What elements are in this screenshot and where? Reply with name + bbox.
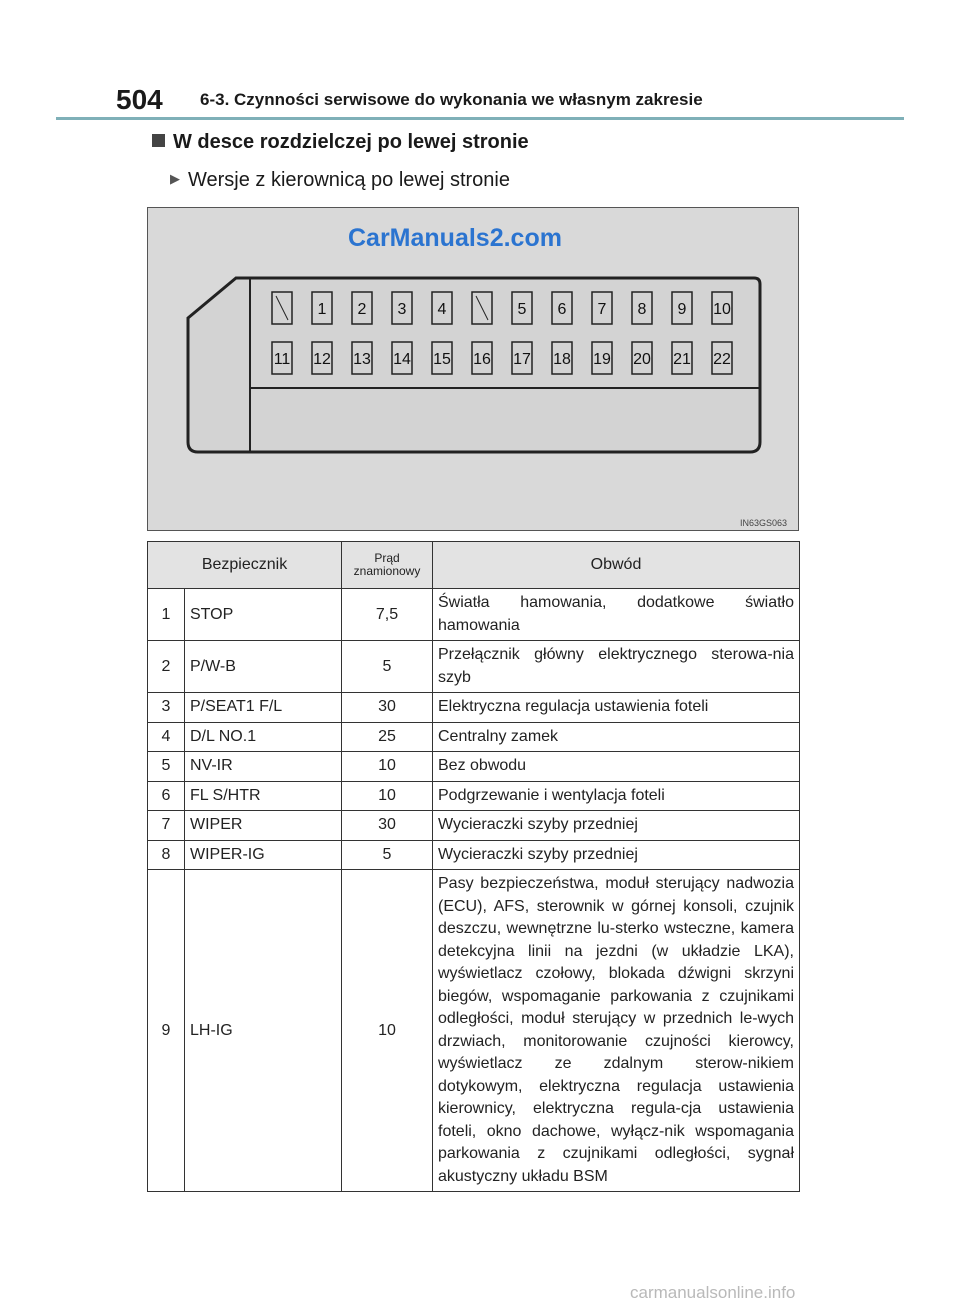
table-row [148, 781, 800, 811]
subheading [152, 131, 529, 154]
fuse-circuit: Wycieraczki szyby przedniej [433, 811, 800, 841]
table-header-row [148, 542, 800, 589]
fuse-name: WIPER [185, 811, 342, 841]
fuse-box-svg [148, 208, 800, 532]
figure-code: IN63GS063 [740, 518, 788, 528]
column-header-circuit: Obwód [433, 542, 800, 589]
table-row [148, 752, 800, 782]
fuse-slot-label: 17 [513, 351, 531, 368]
column-header-current: Prąd znamionowy [342, 542, 433, 589]
section-title: 6-3. Czynności serwisowe do wykonania we własnym zakresie [200, 90, 703, 109]
fuse-slot-label: 15 [433, 351, 451, 368]
fuse-slot-label: 8 [637, 301, 647, 318]
fuse-slot-label: 14 [393, 351, 411, 368]
fuse-number: 5 [148, 752, 185, 782]
fuse-name: NV-IR [185, 752, 342, 782]
fuse-number: 1 [148, 589, 185, 641]
fuse-circuit: Światła hamowania, dodatkowe światło hamowania [433, 589, 800, 641]
fuse-rating: 10 [342, 781, 433, 811]
footer-watermark: carmanualsonline.info [630, 1283, 796, 1302]
table-row [148, 641, 800, 693]
fuse-slot-label: 5 [517, 301, 527, 318]
fuse-slot-label: 13 [353, 351, 371, 368]
fuse-slot-label: 2 [357, 301, 367, 318]
table-row [148, 870, 800, 1192]
table-body [148, 589, 800, 1192]
fuse-slot-label: 20 [633, 351, 651, 368]
fuse-slot-label: 6 [557, 301, 567, 318]
triangle-bullet-icon: ▶ [170, 171, 180, 186]
table-row [148, 840, 800, 870]
fuse-slot-label: 9 [677, 301, 687, 318]
fuse-slot-label: 21 [673, 351, 691, 368]
fuse-rating: 30 [342, 693, 433, 723]
fuse-number: 8 [148, 840, 185, 870]
fuse-slot-label: 4 [437, 301, 447, 318]
fuse-rating: 5 [342, 641, 433, 693]
fuse-slot-label: 22 [713, 351, 731, 368]
table-row [148, 811, 800, 841]
fuse-slot-label: 11 [273, 351, 291, 368]
fuse-slot-label: 7 [597, 301, 607, 318]
bullet-line [170, 169, 510, 192]
fuse-number: 3 [148, 693, 185, 723]
fuse-name: D/L NO.1 [185, 722, 342, 752]
fuse-circuit: Podgrzewanie i wentylacja foteli [433, 781, 800, 811]
fuse-rating: 25 [342, 722, 433, 752]
fuse-circuit: Centralny zamek [433, 722, 800, 752]
fuse-number: 2 [148, 641, 185, 693]
square-bullet-icon [152, 134, 165, 147]
fuse-rating: 10 [342, 870, 433, 1192]
fuse-rating: 7,5 [342, 589, 433, 641]
fuse-name: FL S/HTR [185, 781, 342, 811]
column-header-fuse: Bezpiecznik [148, 542, 342, 589]
fuse-circuit: Elektryczna regulacja ustawienia foteli [433, 693, 800, 723]
fuse-name: LH-IG [185, 870, 342, 1192]
fuse-name: P/W-B [185, 641, 342, 693]
fuse-name: P/SEAT1 F/L [185, 693, 342, 723]
table-row [148, 693, 800, 723]
fuse-rating: 30 [342, 811, 433, 841]
fuse-circuit: Przełącznik główny elektrycznego sterowa-nia szyb [433, 641, 800, 693]
fuse-number: 4 [148, 722, 185, 752]
fuse-name: WIPER-IG [185, 840, 342, 870]
fuse-slot-label: 16 [473, 351, 491, 368]
fuse-slot-label: 1 [317, 301, 327, 318]
fuse-circuit: Wycieraczki szyby przedniej [433, 840, 800, 870]
fuse-slot-label: 18 [553, 351, 571, 368]
page-header [110, 80, 900, 114]
fuse-rating: 5 [342, 840, 433, 870]
fuse-name: STOP [185, 589, 342, 641]
fuse-slot-label: 10 [713, 301, 731, 318]
subheading-text: W desce rozdzielczej po lewej stronie [173, 131, 529, 153]
fuse-circuit: Bez obwodu [433, 752, 800, 782]
bullet-text: Wersje z kierownicą po lewej stronie [188, 169, 510, 191]
fuse-circuit: Pasy bezpieczeństwa, moduł sterujący nadwozia (ECU), AFS, sterownik w górnej konsoli, czujnik deszczu, wewnętrzne lu-sterko wsteczne, kamera detekcyjna linii na jezdni (w układzie LKA), wyświetlacz czołowy, blokada dźwigni skrzyni biegów, wspomaganie parkowania z czujnikami odległości, moduł sterujący w przednich le-wych drzwiach, monitorowanie czujności kierowcy, wyświetlacz ze zdalnym sterow-nikiem dotykowym, elektryczna regulacja ustawienia kierownicy, elektryczna regula-cja ustawienia foteli, okno dachowe, wyłącz-nik wspomagania parkowania z czujnikami odległości, sygnał akustyczny układu BSM [433, 870, 800, 1192]
table-row [148, 722, 800, 752]
fuse-slot-label: 3 [397, 301, 407, 318]
fuse-rating: 10 [342, 752, 433, 782]
fuse-table [147, 541, 800, 1192]
fuse-number: 6 [148, 781, 185, 811]
fuse-box-diagram [147, 207, 799, 531]
fuse-number: 7 [148, 811, 185, 841]
figure-watermark: CarManuals2.com [348, 224, 562, 252]
fuse-number: 9 [148, 870, 185, 1192]
fuse-slot-label: 12 [313, 351, 331, 368]
fuse-slot-label: 19 [593, 351, 611, 368]
table-row [148, 589, 800, 641]
page-number: 504 [116, 84, 163, 115]
header-rule [56, 117, 904, 120]
